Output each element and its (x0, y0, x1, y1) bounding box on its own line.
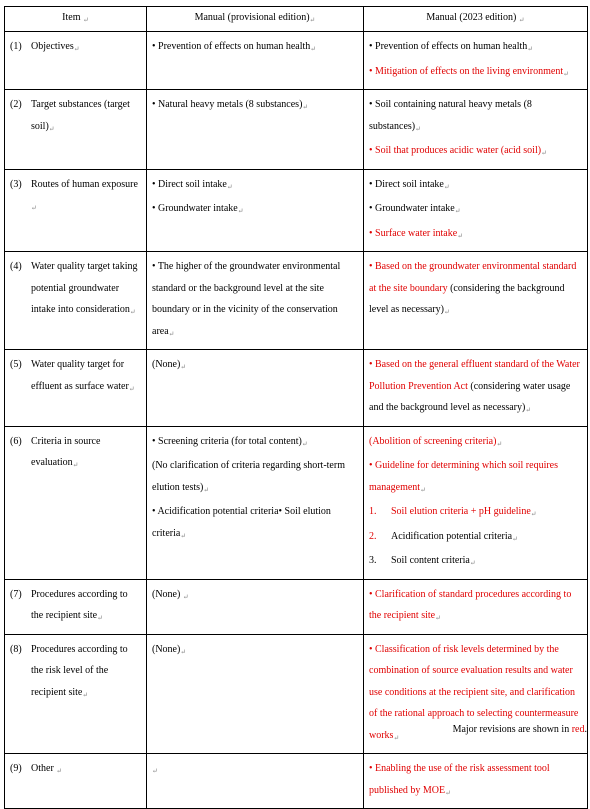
header-2023: Manual (2023 edition) $_↵$ (364, 7, 588, 32)
provisional-cell: • Natural heavy metals (8 $substances)_↵$ (147, 90, 364, 170)
list-item: 1. Soil elution criteria + pH guideline$_↵$ (369, 506, 537, 518)
edition2023-cell: • Classification of risk levels determined by the combination of source evaluation results and water use conditions at the recipient site, and clarification of the rational approach to selecting countermeasure works$_↵$ (364, 634, 588, 754)
table-row (5, 754, 588, 809)
item-cell: (6) Criteria in source evaluation$_↵$ (5, 426, 147, 579)
edition2023-cell: • Soil containing natural heavy metals (8 $substances)_↵$ • Soil that produces acidic water (acid $soil)_↵$ (364, 90, 588, 170)
comparison-table (4, 6, 588, 809)
provisional-cell: • Prevention of effects on human health$_↵$ (147, 32, 364, 90)
edition2023-cell: • Based on the general effluent standard of the Water Pollution Prevention Act (considering water usage and the background level as $necessary)_↵$ (364, 350, 588, 427)
item-cell: (1) Objectives$_↵$ (5, 32, 147, 90)
table-row (5, 169, 588, 252)
list-item: 3. Soil content criteria$_↵$ (369, 555, 476, 567)
item-cell: (2) Target substances (target $soil)_↵$ (5, 90, 147, 170)
table-row (5, 32, 588, 90)
provisional-cell: • The higher of the groundwater environmental standard or the background level at the site boundary or in the vicinity of the conservation area$_↵$ (147, 252, 364, 350)
edition2023-cell: • Enabling the use of the risk assessment tool published by $MOE_↵$ (364, 754, 588, 809)
item-cell: (4) Water quality target taking potential groundwater intake into consideration$_↵$ (5, 252, 147, 350)
table-row (5, 90, 588, 170)
edition2023-cell: (Abolition of screening $criteria)_↵$ • Guideline for determining which soil requires management$_↵$ 1. Soil elution criteria + pH guideline$_↵$ 2. Acidification potential criteria$_↵$ 3. Soil content criteria$_↵$ (364, 426, 588, 579)
table-row (5, 579, 588, 634)
table-row (5, 634, 588, 754)
edition2023-cell: • Based on the groundwater environmental standard at the site boundary (considering the background level as $necessary)_↵$ (364, 252, 588, 350)
provisional-cell: $(None)_↵$ (147, 634, 364, 754)
provisional-cell: • Screening criteria (for total $content)_↵$ (No clarification of criteria regarding short-term elution $tests)_↵$ • Acidification potential criteria• Soil elution criteria$_↵$ (147, 426, 364, 579)
item-cell: (3) Routes of human exposure $_↵$ (5, 169, 147, 252)
edition2023-cell: • Clarification of standard procedures according to the recipient site$_↵$ (364, 579, 588, 634)
provisional-cell: ↵ (147, 754, 364, 809)
table-row (5, 426, 588, 579)
edition2023-cell: • Prevention of effects on human health$_↵$ • Mitigation of effects on the living environment$_↵$ (364, 32, 588, 90)
header-provisional: Manual (provisional $edition)_↵$ (147, 7, 364, 32)
table-row (5, 350, 588, 427)
header-item: Item $_↵$ (5, 7, 147, 32)
footnote: Major revisions are shown in red. (452, 724, 587, 735)
provisional-cell: • Direct soil intake$_↵$ • Groundwater intake$_↵$ (147, 169, 364, 252)
item-cell: (5) Water quality target for effluent as surface water$_↵$ (5, 350, 147, 427)
provisional-cell: (None) $_↵$ (147, 579, 364, 634)
item-cell: (9) Other $_↵$ (5, 754, 147, 809)
list-item: 2. Acidification potential criteria$_↵$ (369, 530, 518, 543)
item-cell: (7) Procedures according to the recipient site$_↵$ (5, 579, 147, 634)
header-row (5, 7, 588, 32)
table-row (5, 252, 588, 350)
item-cell: (8) Procedures according to the risk level of the recipient site$_↵$ (5, 634, 147, 754)
edition2023-cell: • Direct soil intake$_↵$ • Groundwater intake$_↵$ • Surface water intake$_↵$ (364, 169, 588, 252)
provisional-cell: $(None)_↵$ (147, 350, 364, 427)
